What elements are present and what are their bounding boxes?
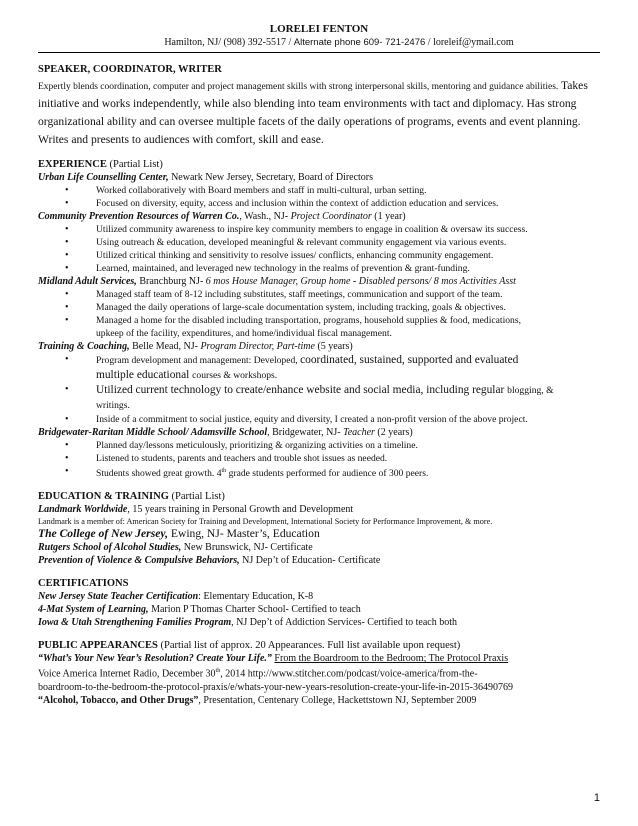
job-bullets xyxy=(38,223,600,275)
list-item: • Inside of a commitment to social justice, equity and diversity, I created a non-profit version of the above project. xyxy=(65,414,528,425)
experience-heading: EXPERIENCE (Partial List) xyxy=(38,159,163,170)
list-item: • Using outreach & education, developed meaningful & relevant community engagement via various events. xyxy=(65,237,507,248)
summary-paragraph xyxy=(38,76,600,148)
appearance-item: “What’s Your New Year’s Resolution? Create Your Life.” From the Boardroom to the Bedroom; The Protocol Praxis xyxy=(38,653,509,665)
job-title-line: Bridgewater-Raritan Middle School/ Adamsville School, Bridgewater, NJ- Teacher (2 years) xyxy=(38,427,413,438)
education-item: Rutgers School of Alcohol Studies, New Brunswick, NJ- Certificate xyxy=(38,542,313,554)
certifications-heading: CERTIFICATIONS xyxy=(38,578,129,590)
job-bullets xyxy=(38,353,600,426)
page-number: 1 xyxy=(593,792,600,804)
contact-alternate-phone: Alternate phone 609- 721-2476 xyxy=(293,37,426,48)
education-heading: EDUCATION & TRAINING (Partial List) xyxy=(38,491,225,503)
list-item: • Students showed great growth. 4th grade students performed for audience of 300 peers. xyxy=(65,466,429,480)
appearance-link[interactable]: From the Boardroom to the Bedroom; The Protocol Praxis xyxy=(274,653,509,665)
job-title-line: Community Prevention Resources of Warren Co., Wash., NJ- Project Coordinator (1 year) xyxy=(38,211,406,222)
certification-item: 4-Mat System of Learning, Marion P Thomas Charter School- Certified to teach xyxy=(38,604,361,616)
list-item: • Utilized current technology to create/enhance website and social media, including regular blogging, & writings. xyxy=(65,384,554,411)
job-bullets xyxy=(38,439,600,480)
summary-text-small: Expertly blends coordination, computer and project management skills with strong interpersonal skills, mentoring and guidance abilities. xyxy=(38,82,559,92)
list-item: • Worked collaboratively with Board members and staff in multi-cultural, urban setting. xyxy=(65,185,427,196)
contact-email: / loreleif@ymail.com xyxy=(425,37,514,48)
appearances-heading: PUBLIC APPEARANCES (Partial list of approx. 20 Appearances. Full list available upon request) xyxy=(38,640,461,652)
job-title-line: Midland Adult Services, Branchburg NJ- 6 mos House Manager, Group home - Disabled persons/ 8 mos Activities Asst xyxy=(38,276,516,287)
job-bullets xyxy=(38,288,600,340)
list-item: • Learned, maintained, and leveraged new technology in the realms of prevention & grant-funding. xyxy=(65,263,470,274)
appearance-item: “Alcohol, Tobacco, and Other Drugs”, Presentation, Centenary College, Hackettstown NJ, September 2009 xyxy=(38,694,477,706)
contact-address-phone: Hamilton, NJ/ (908) 392-5517 / xyxy=(164,37,294,48)
summary-heading: SPEAKER, COORDINATOR, WRITER xyxy=(38,64,222,75)
list-item: • Focused on diversity, equity, access and inclusion within the context of addiction education and services. xyxy=(65,198,499,209)
list-item: • Managed the daily operations of large-scale documentation system, including tracking, goals & objectives. xyxy=(65,302,506,313)
list-item: • Program development and management: Developed, coordinated, sustained, supported and evaluated multiple educational courses & workshops. xyxy=(65,354,519,381)
certification-item: New Jersey State Teacher Certification: Elementary Education, K-8 xyxy=(38,591,314,603)
appearance-detail: Voice America Internet Radio, December 30th, 2014 http://www.stitcher.com/podcast/voice-america/from-the- xyxy=(38,668,478,680)
education-item: The College of New Jersey, Ewing, NJ- Master’s, Education xyxy=(38,527,320,541)
job-title-line: Urban Life Counselling Center, Newark New Jersey, Secretary, Board of Directors xyxy=(38,172,374,183)
list-item: • Managed a home for the disabled including transportation, programs, household supplies & food, medications, upkeep of the facility, expenditures, and home/individual fiscal management. xyxy=(65,315,521,339)
list-item: • Listened to students, parents and teachers and trouble shot issues as needed. xyxy=(65,453,388,464)
education-item: Prevention of Violence & Compulsive Behaviors, NJ Dep’t of Education- Certificate xyxy=(38,555,381,567)
certification-item: Iowa & Utah Strengthening Families Program, NJ Dep’t of Addiction Services- Certified to teach both xyxy=(38,617,457,629)
list-item: • Utilized community awareness to inspire key community members to engage in coalition & oversaw its success. xyxy=(65,224,528,235)
candidate-name: LORELEI FENTON xyxy=(269,23,369,35)
list-item: • Managed staff team of 8-12 including substitutes, staff meetings, communication and support of the team. xyxy=(65,289,503,300)
list-item: • Utilized critical thinking and sensitivity to resolve issues/ conflicts, enhancing community engagement. xyxy=(65,250,494,261)
list-item: • Planned day/lessons meticulously, prioritizing & organizing activities on a timeline. xyxy=(65,440,418,451)
contact-line xyxy=(78,36,600,49)
job-bullets xyxy=(38,184,600,210)
job-title-line: Training & Coaching, Belle Mead, NJ- Program Director, Part-time (5 years) xyxy=(38,341,353,352)
summary-text-large: Takes initiative and works independently, while also blending into team environments with tact and diplomacy. Has strong organizational ability and can oversee multiple facets of the daily operations of programs, events and event planning. Writes and presents to audiences with comfort, skill and ease. xyxy=(38,79,588,146)
resume-page xyxy=(38,20,600,707)
education-note: Landmark is a member of: American Society for Training and Development, International Society for Performance Improvement, & more. xyxy=(38,517,493,527)
education-item: Landmark Worldwide, 15 years training in Personal Growth and Development xyxy=(38,504,354,516)
appearance-url: boardroom-to-the-bedroom-the-protocol-praxis/e/whats-your-new-years-resolution-create-your-life-in-2015-36490769 xyxy=(38,681,513,693)
